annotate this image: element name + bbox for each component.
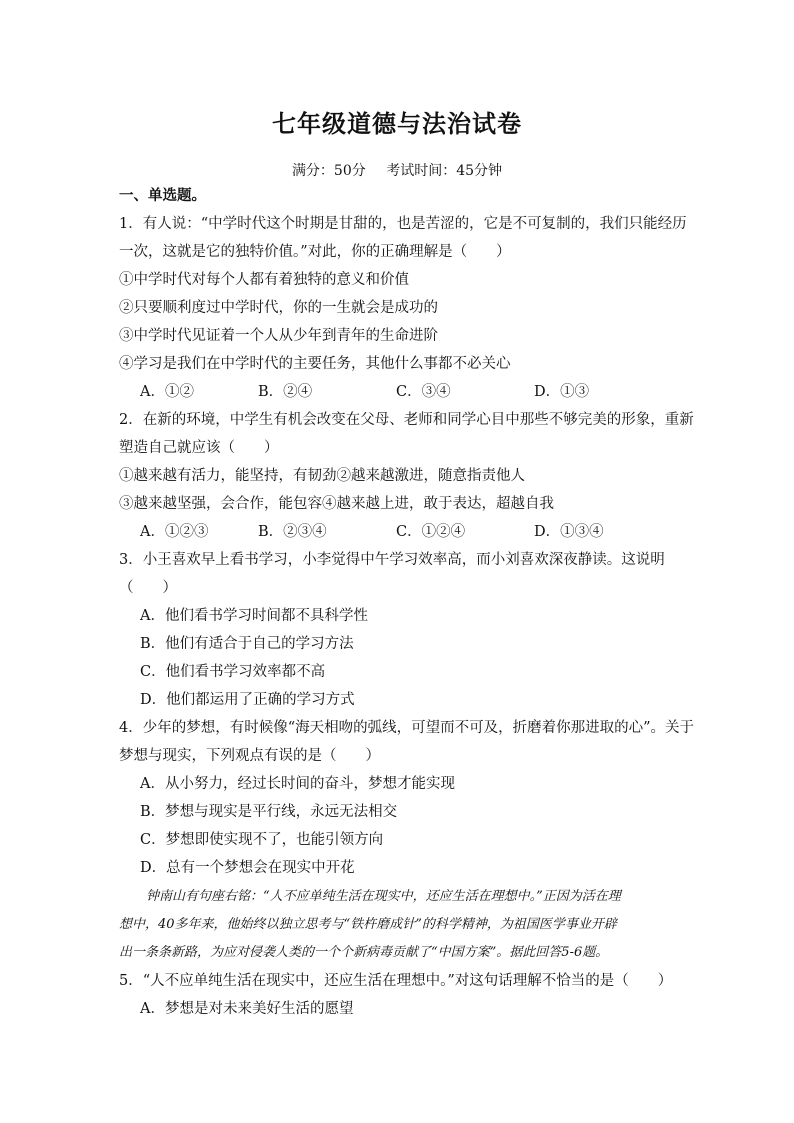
q1-statement-1: ①中学时代对每个人都有着独特的意义和价值	[119, 272, 409, 288]
page-title: 七年级道德与法治试卷	[272, 109, 522, 138]
q3-option-b: B．他们有适合于自己的学习方法	[140, 636, 354, 652]
q2-stem-line1: 2．在新的环境，中学生有机会改变在父母、老师和同学心目中那些不够完美的形象，重新	[119, 412, 694, 428]
section-heading: 一、单选题。	[119, 187, 206, 204]
passage-line2: 想中，40多年来，他始终以独立思考与“铁杵磨成针”的科学精神，为祖国医学事业开辟	[119, 917, 617, 932]
q3-option-c: C．他们看书学习效率都不高	[140, 664, 326, 680]
q5-option-a: A．梦想是对未来美好生活的愿望	[140, 1001, 354, 1017]
q1-stem-line1: 1．有人说：“中学时代这个时期是甘甜的，也是苦涩的，它是不可复制的，我们只能经历	[119, 216, 687, 232]
q1-option-b: B．②④	[258, 384, 313, 400]
q4-stem-line2: 梦想与现实，下列观点有误的是（ ）	[119, 748, 380, 764]
passage-line1: 钟南山有句座右铭：“人不应单纯生活在现实中，还应生活在理想中。”正因为活在理	[146, 889, 621, 904]
exam-time: 考试时间：45分钟	[386, 163, 503, 179]
q2-option-d: D．①③④	[534, 524, 604, 540]
q1-stem-line2: 一次，这就是它的独特价值。”对此，你的正确理解是（ ）	[119, 244, 511, 260]
q3-stem-line1: 3．小王喜欢早上看书学习，小李觉得中午学习效率高，而小刘喜欢深夜静读。这说明	[119, 552, 665, 568]
q4-option-c: C．梦想即使实现不了，也能引领方向	[140, 832, 384, 848]
q4-option-b: B．梦想与现实是平行线，永远无法相交	[140, 804, 398, 820]
q4-option-d: D．总有一个梦想会在现实中开花	[140, 860, 355, 876]
q3-option-a: A．他们看书学习时间都不具科学性	[140, 608, 368, 624]
q1-statement-3: ③中学时代见证着一个人从少年到青年的生命进阶	[119, 328, 438, 344]
q1-statement-4: ④学习是我们在中学时代的主要任务，其他什么事都不必关心	[119, 356, 511, 372]
q4-stem-line1: 4．少年的梦想，有时候像“海天相吻的弧线，可望而不可及，折磨着你那进取的心”。关于	[119, 720, 695, 736]
full-score: 满分：50分	[291, 163, 366, 179]
q1-option-d: D．①③	[534, 384, 590, 400]
q2-statement-1: ①越来越有活力，能坚持，有韧劲②越来越激进，随意指责他人	[119, 468, 525, 484]
q2-stem-line2: 塑造自己就应该（ ）	[119, 440, 279, 456]
q3-option-d: D．他们都运用了正确的学习方式	[140, 692, 355, 708]
q2-statement-2: ③越来越坚强，会合作，能包容④越来越上进，敢于表达，超越自我	[119, 496, 554, 512]
q2-option-c: C．①②④	[396, 524, 466, 540]
q2-option-a: A．①②③	[140, 524, 209, 540]
q2-option-b: B．②③④	[258, 524, 327, 540]
q1-statement-2: ②只要顺利度过中学时代，你的一生就会是成功的	[119, 300, 438, 316]
q5-stem-line1: 5．“人不应单纯生活在现实中，还应生活在理想中。”对这句话理解不恰当的是（ ）	[119, 973, 673, 989]
q1-option-c: C．③④	[396, 384, 451, 400]
q1-option-a: A．①②	[140, 384, 194, 400]
q4-option-a: A．从小努力，经过长时间的奋斗，梦想才能实现	[140, 776, 455, 792]
q3-stem-line2: （ ）	[119, 580, 177, 596]
exam-meta	[0, 160, 794, 180]
passage-line3: 出一条条新路，为应对侵袭人类的一个个新病毒贡献了“中国方案”。据此回答5-6题。	[119, 945, 609, 960]
